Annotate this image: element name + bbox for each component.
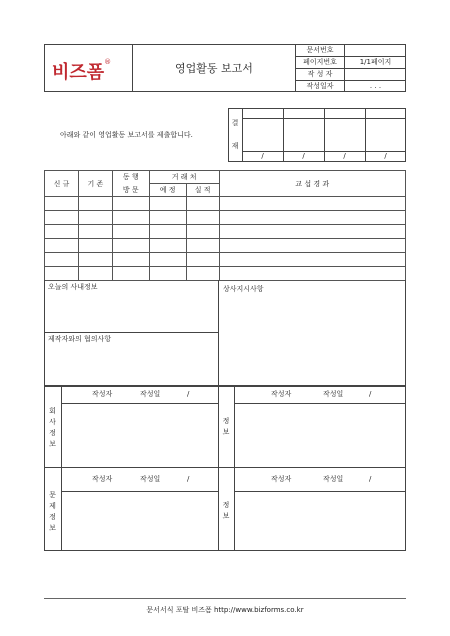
table-row[interactable]	[45, 253, 406, 267]
table-row[interactable]	[45, 225, 406, 239]
problem-right-date-label: 작성일	[323, 475, 344, 483]
company-left-date-label: 작성일	[140, 390, 161, 398]
registered-mark: ®	[104, 58, 112, 66]
maker-agreement-label[interactable]: 제작자와의 협의사항	[48, 335, 112, 343]
table-row[interactable]	[45, 239, 406, 253]
problem-left-author-label: 작성자	[92, 475, 113, 483]
meta-label-doc-no: 문서번호	[306, 46, 334, 54]
meta-label-page-no: 페이지번호	[303, 58, 337, 66]
notes-divider	[218, 280, 219, 386]
problem-info-label: 문 제 정 보	[49, 491, 56, 532]
problem-right-date-slash: /	[369, 475, 372, 483]
notes-box	[44, 280, 406, 386]
problem-info-left-head-line	[61, 491, 218, 492]
company-right-date-label: 작성일	[323, 390, 344, 398]
company-info-top-line	[44, 386, 406, 387]
approval-slash-3: /	[343, 152, 346, 160]
col-companion-top: 동 행	[112, 171, 149, 184]
meta-value-page-no: 1/1페이지	[359, 58, 392, 66]
meta-line-1	[295, 56, 406, 57]
footer-rule	[44, 598, 406, 599]
problem-info-side-label: 정 보	[222, 501, 230, 520]
company-right-date-slash: /	[369, 390, 372, 398]
meta-line-3	[295, 80, 406, 81]
col-companion-bottom: 방 문	[112, 184, 149, 197]
intro-text: 아래와 같이 영업활동 보고서를 제출합니다.	[60, 131, 193, 139]
approval-slash-2: /	[302, 152, 305, 160]
company-left-author-label: 작성자	[92, 390, 113, 398]
table-row[interactable]	[45, 197, 406, 211]
brand-logo-text: 비즈폼	[52, 62, 105, 83]
company-right-author-label: 작성자	[271, 390, 292, 398]
col-new: 신 규	[45, 171, 79, 197]
activity-table	[44, 170, 406, 281]
company-left-date-slash: /	[187, 390, 190, 398]
meta-line-2	[295, 68, 406, 69]
approval-slash-4: /	[384, 152, 387, 160]
company-info-right-head-line	[234, 403, 406, 404]
meta-value-date[interactable]: . . .	[369, 82, 382, 90]
document-title: 영업활동 보고서	[175, 62, 253, 75]
company-info-side-label: 정 보	[222, 417, 230, 436]
meta-label-author: 작 성 자	[307, 70, 333, 78]
table-row[interactable]	[45, 211, 406, 225]
col-existing: 기 존	[78, 171, 112, 197]
problem-left-date-label: 작성일	[140, 475, 161, 483]
col-negotiation: 교 섭 경 과	[219, 171, 405, 197]
company-info-label: 회 사 정 보	[49, 407, 56, 448]
col-client: 거 래 처	[149, 171, 219, 184]
approval-label-bottom: 재	[231, 142, 239, 150]
problem-info-label-divider	[61, 468, 62, 551]
company-info-label-divider	[61, 386, 62, 468]
approval-slash-1: /	[261, 152, 264, 160]
problem-left-date-slash: /	[187, 475, 190, 483]
problem-right-author-label: 작성자	[271, 475, 292, 483]
meta-label-date: 작성일자	[306, 82, 334, 90]
notes-split-line	[44, 332, 218, 333]
problem-info-right-label-divider	[234, 468, 235, 551]
boss-instructions-label[interactable]: 상사지시사항	[223, 285, 264, 293]
company-info-right-label-divider	[234, 386, 235, 468]
company-info-left-head-line	[61, 403, 218, 404]
approval-label-top: 결	[231, 119, 239, 127]
col-planned: 예 정	[149, 184, 186, 197]
internal-info-label[interactable]: 오늘의 사내정보	[48, 283, 98, 291]
table-row[interactable]	[45, 267, 406, 281]
brand-logo	[52, 58, 112, 83]
problem-info-right-head-line	[234, 491, 406, 492]
col-actual: 실 적	[186, 184, 219, 197]
footer-text[interactable]: 문서서식 포탈 비즈폼 http://www.bizforms.co.kr	[146, 606, 304, 614]
